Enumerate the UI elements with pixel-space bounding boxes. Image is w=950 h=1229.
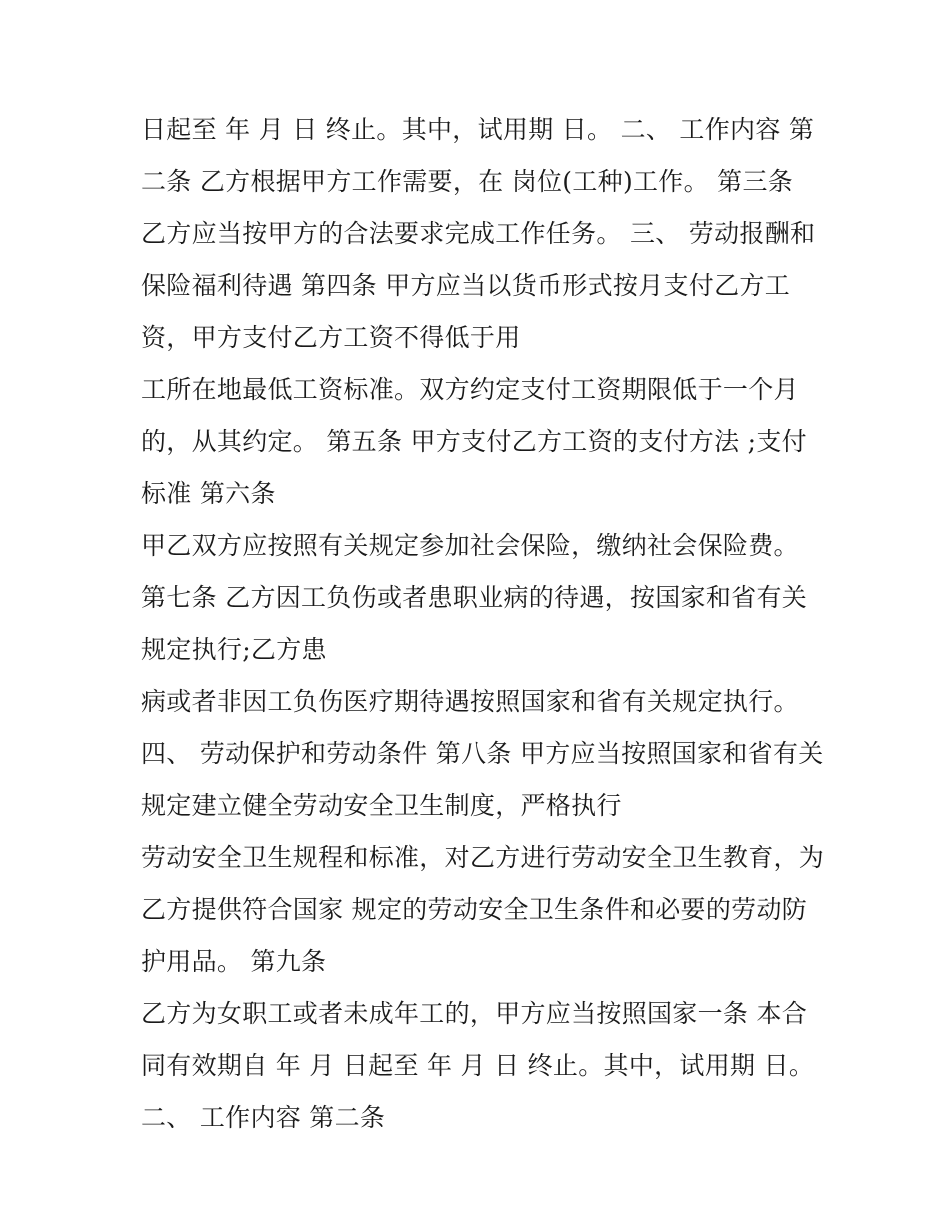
text-line: 护用品。 第九条 bbox=[141, 947, 327, 976]
text-line: 保险福利待遇 第四条 甲方应当以货币形式按月支付乙方工 bbox=[141, 271, 790, 300]
contract-text-body bbox=[141, 104, 841, 1144]
text-line: 同有效期自 年 月 日起至 年 月 日 终止。其中，试用期 日。 bbox=[141, 1051, 815, 1080]
text-line: 的，从其约定。 第五条 甲方支付乙方工资的支付方法 ;支付 bbox=[141, 427, 807, 456]
text-line: 规定执行;乙方患 bbox=[141, 635, 327, 664]
text-line: 乙方提供符合国家 规定的劳动安全卫生条件和必要的劳动防 bbox=[141, 895, 808, 924]
text-line: 二条 乙方根据甲方工作需要，在 岗位(工种)工作。 第三条 bbox=[141, 167, 794, 196]
text-line: 四、 劳动保护和劳动条件 第八条 甲方应当按照国家和省有关 bbox=[141, 739, 824, 768]
text-line: 甲乙双方应按照有关规定参加社会保险，缴纳社会保险费。 bbox=[141, 531, 799, 560]
text-line: 第七条 乙方因工负伤或者患职业病的待遇，按国家和省有关 bbox=[141, 583, 808, 612]
text-line: 资，甲方支付乙方工资不得低于用 bbox=[141, 323, 521, 352]
text-line: 标准 第六条 bbox=[141, 479, 276, 508]
text-line: 病或者非因工负伤医疗期待遇按照国家和省有关规定执行。 bbox=[141, 687, 799, 716]
text-line: 工所在地最低工资标准。双方约定支付工资期限低于一个月 bbox=[141, 375, 799, 404]
text-line: 日起至 年 月 日 终止。其中，试用期 日。 二、 工作内容 第 bbox=[141, 115, 815, 144]
text-line: 乙方为女职工或者未成年工的，甲方应当按照国家一条 本合 bbox=[141, 999, 808, 1028]
text-line: 劳动安全卫生规程和标准，对乙方进行劳动安全卫生教育，为 bbox=[141, 843, 825, 872]
text-line: 乙方应当按甲方的合法要求完成工作任务。 三、 劳动报酬和 bbox=[141, 219, 816, 248]
text-line: 二、 工作内容 第二条 bbox=[141, 1103, 386, 1132]
text-line: 规定建立健全劳动安全卫生制度，严格执行 bbox=[141, 791, 622, 820]
